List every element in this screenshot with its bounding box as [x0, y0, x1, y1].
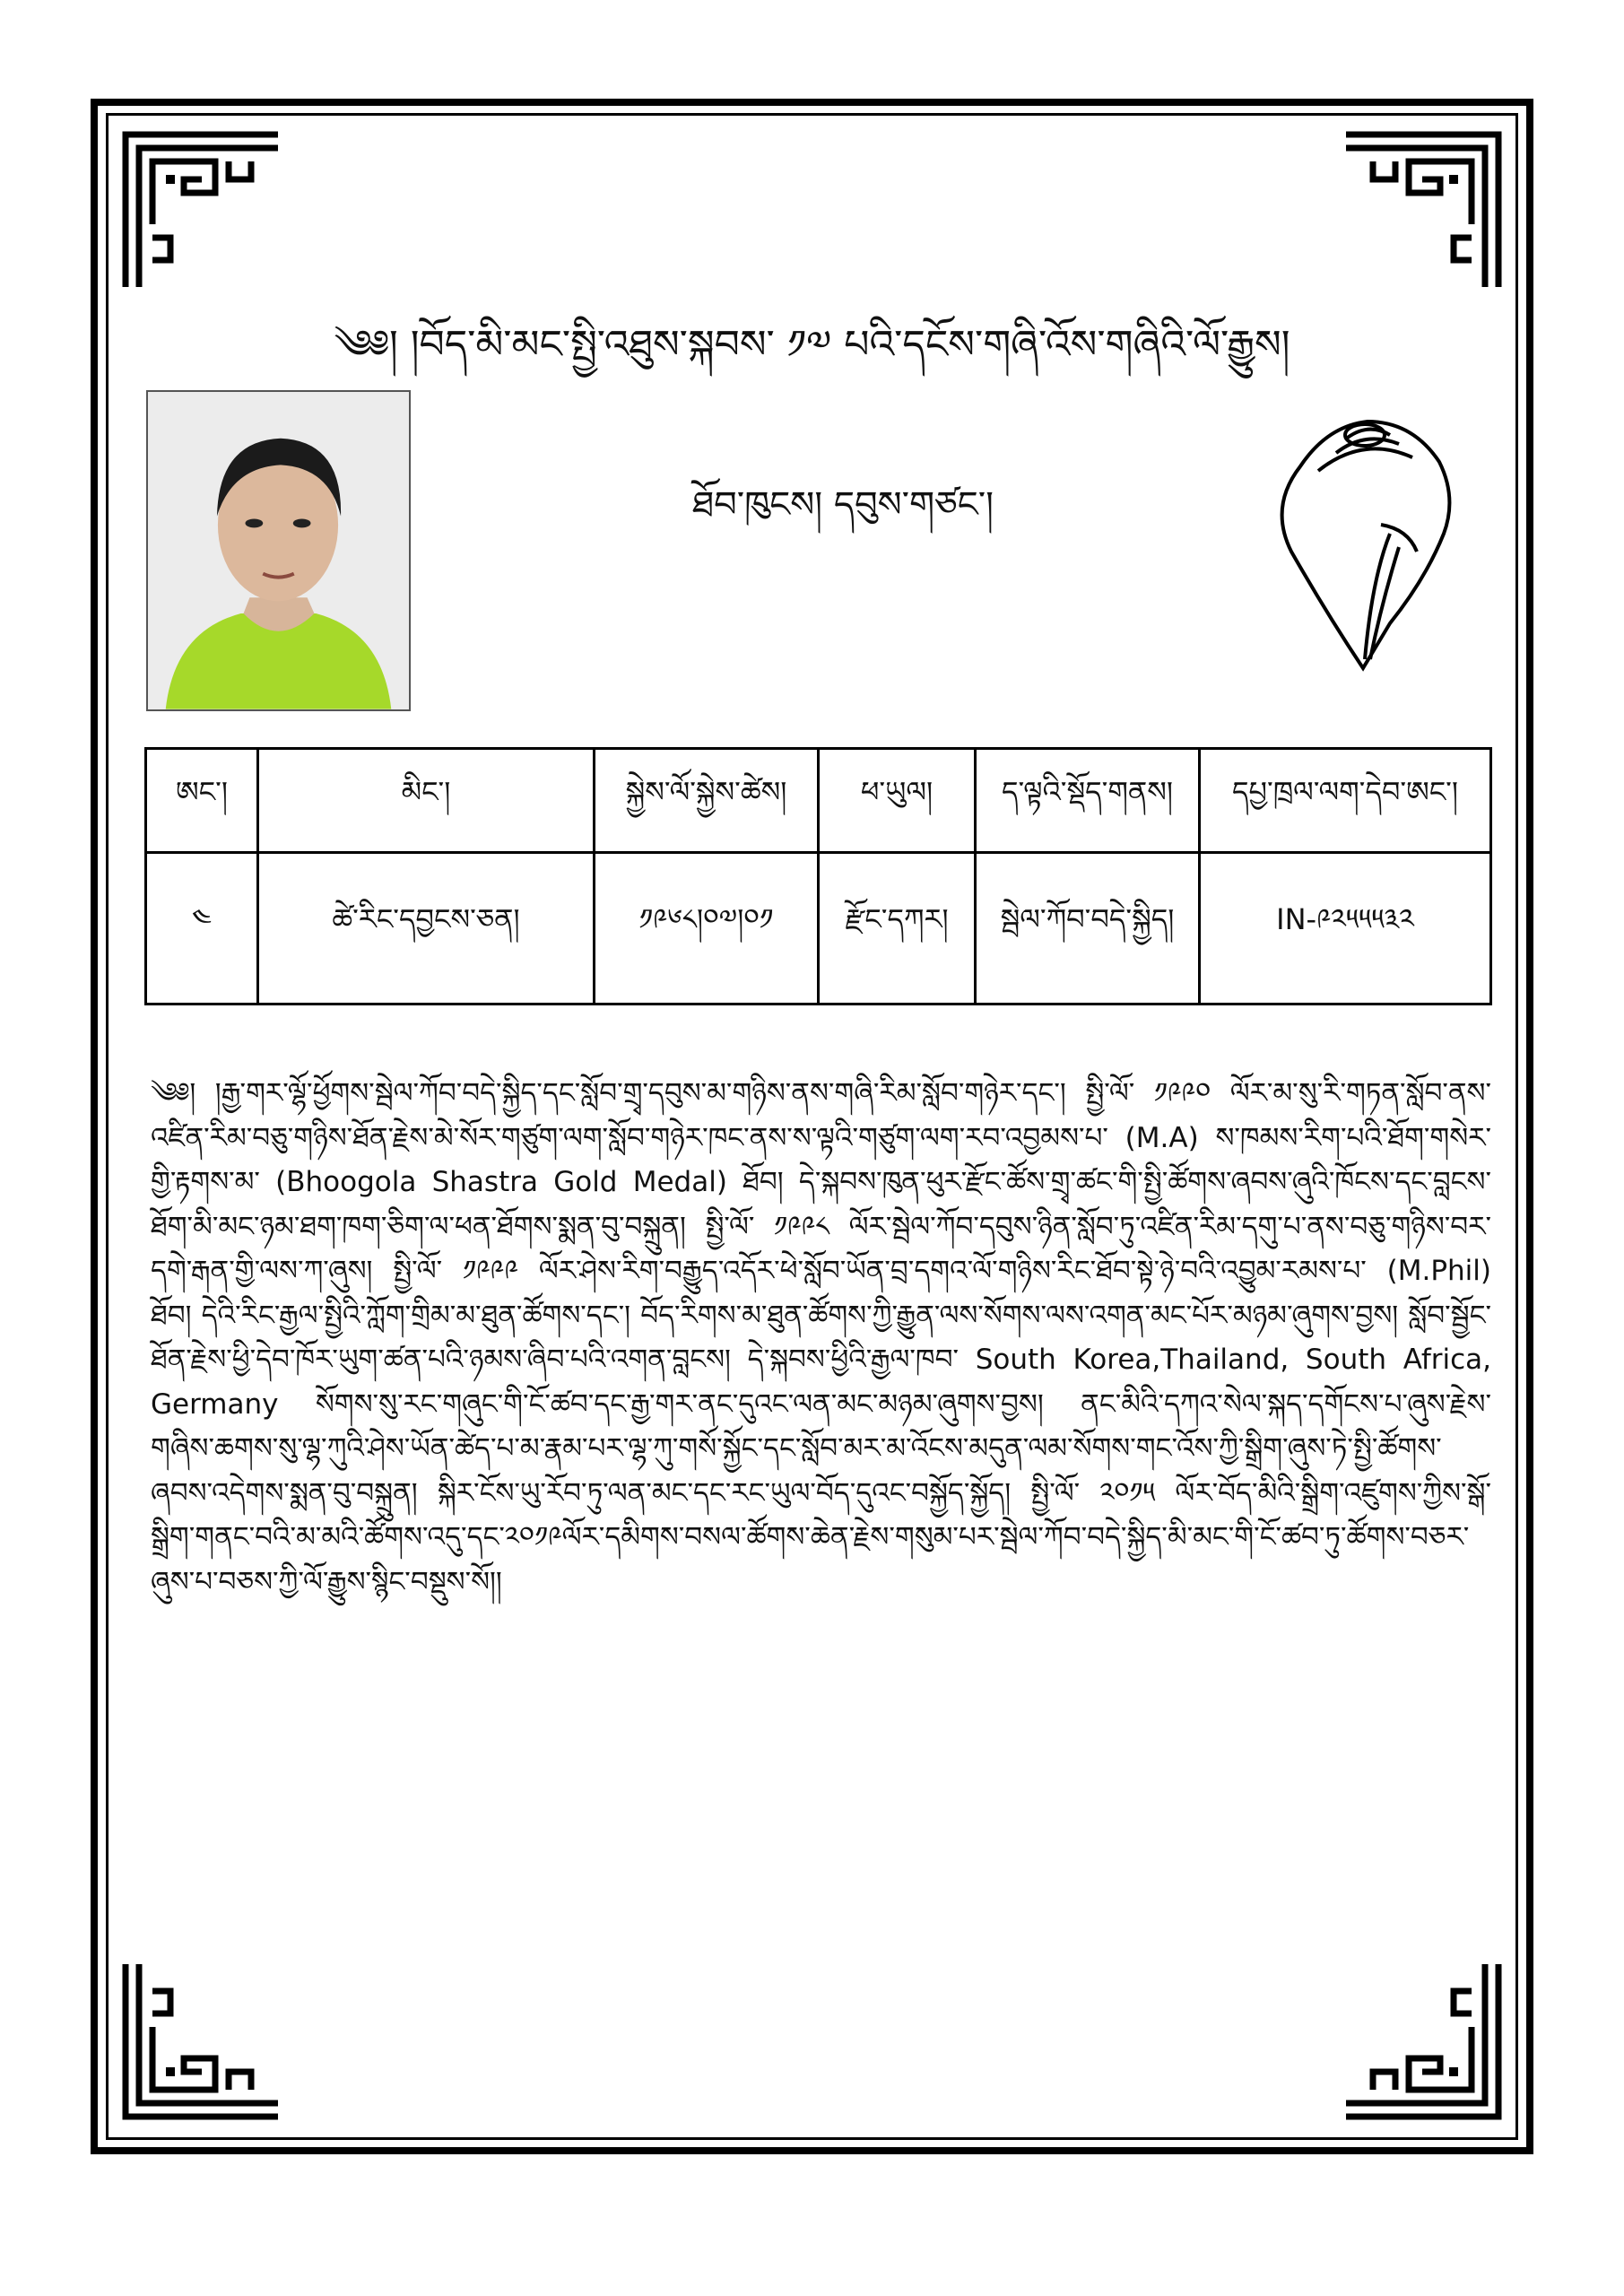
corner-ornament-bottom-right [1337, 1955, 1507, 2126]
corner-ornament-bottom-left [117, 1955, 287, 2126]
table-header-cell: ཕ་ཡུལ། [819, 749, 976, 853]
candidate-photo [146, 390, 411, 711]
table-header-cell: དཔྱ་ཁྲལ་ལག་དེབ་ཨང་། [1200, 749, 1491, 853]
table-header-cell: མིང་། [258, 749, 595, 853]
candidate-hometown: རྫོང་དཀར། [819, 853, 976, 1004]
table-row [146, 853, 1491, 1004]
candidate-info-table [144, 747, 1492, 1005]
constituency-label: ཐོབ་ཁུངས། དབུས་གཙང་། [691, 484, 994, 526]
table-header-cell: ད་ལྟའི་སྡོད་གནས། [976, 749, 1200, 853]
table-header-row [146, 749, 1491, 853]
candidate-green-book-number: IN-༩༢༥༥༥༣༢ [1200, 853, 1491, 1004]
corner-ornament-top-left [117, 126, 287, 296]
table-header-cell: ཨང་། [146, 749, 258, 853]
document-title: ༄༅། །བོད་མི་མང་སྤྱི་འཐུས་སྐབས་ ༡༧ པའི་དངོས་གཞི་འོས་གཞིའི་ལོ་རྒྱུས། [334, 322, 1290, 368]
candidate-name: ཚེ་རིང་དབྱངས་ཅན། [258, 853, 595, 1004]
table-header-cell: སྐྱེས་ལོ་སྐྱེས་ཚེས། [595, 749, 819, 853]
candidate-number: ༤ [146, 853, 258, 1004]
candidate-biography [151, 1072, 1491, 1605]
biography-text: ༄༅། །རྒྱ་གར་ལྷོ་ཕྱོགས་སྦེལ་ཀོབ་བདེ་སྐྱིད་དང་སློབ་གྲྭ་དབུས་མ་གཉིས་ནས་གཞི་རིམ་སློབ་གཉེར་དང་། སྤྱི་ལོ་ ༡༩༩༠ ལོར་མ་སུ་རི་གཏན་སློབ་ནས་འཛིན་རིམ་བཅུ་གཉིས་ཐོན་རྗེས་མེ་སོར་གཙུག་ལག་སློབ་གཉེར་ཁང་ནས་ས་ལྟའི་གཙུག་ལག་རབ་འབྱམས་པ་ (M.A) ས་ཁམས་རིག་པའི་ཐོག་གསེར་གྱི་རྟགས་མ་ (Bhoogola Shastra Gold Medal) ཐོབ། དེ་སྐབས་ཁུན་ཕུར་རྫོང་ཚོས་གྲྭ་ཚང་གི་སྤྱི་ཚོགས་ཞབས་ཞུའི་ཁོངས་དང་བླངས་ཐོག་མི་མང་ཉམ་ཐག་ཁག་ཅིག་ལ་ཕན་ཐོགས་སྨན་བུ་བསྐྲུན། སྤྱི་ལོ་ ༡༩༩༨ ལོར་སྦེལ་ཀོབ་དབུས་ཉིན་སློབ་ཏུ་འཛིན་རིམ་དགུ་པ་ནས་བཅུ་གཉིས་བར་དགེ་རྒན་གྱི་ལས་ཀ་ཞུས། སྤྱི་ལོ་ ༡༩༩༩ ལོར་ཤེས་རིག་བརྒྱུད་འདོར་ཕེ་སློབ་ཡོན་བྲ་དགའ་ལོ་གཉིས་རིང་ཐོབ་སྟེ་ཉེ་བའི་འབྱུམ་རམས་པ་ (M.Phil) ཐོབ། དེའི་རིང་རྒྱལ་སྤྱིའི་ཀློག་གྲིམ་མ་ཐུན་ཚོགས་དང་། བོད་རིགས་མ་ཐུན་ཚོགས་ཀྱི་རྒྱུན་ལས་སོགས་ལས་འགན་མང་པོར་མཉམ་ཞུགས་བྱས། སློབ་སྦྱོང་ཐོན་རྗེས་ཕྱི་དེབ་ཁོར་ཡུག་ཚན་པའི་ཉམས་ཞིབ་པའི་འགན་བླངས། དེ་སྐབས་ཕྱིའི་རྒྱལ་ཁབ་ South Korea,Thailand, South Africa, Germany སོགས་སུ་རང་གཞུང་གི་ངོ་ཚབ་དང་རྒྱ་གར་ནང་དུའང་ལན་མང་མཉམ་ཞུགས་བྱས། ནང་མིའི་དཀའ་སེལ་སྐད་དགོངས་པ་ཞུས་རྗེས་གཞིས་ཆགས་སུ་ལྷ་ཀུའི་ཤེས་ཡོན་ཚེད་པ་མ་རྣམ་པར་ལྷ་ཀུ་གསོ་སྐྱོང་དང་སློབ་མར་མ་འོངས་མདུན་ལམ་སོགས་གང་འོས་ཀྱི་སྒྲིག་ཞུས་ཏེ་སྤྱི་ཚོགས་ཞབས་འདེགས་སྨན་བུ་བསྐྲུན། སྐིར་ངོས་ཡུ་རོབ་ཏུ་ལན་མང་དང་རང་ཡུལ་བོད་དུའང་བསྐྱོད་སྐྱོད། སྤྱི་ལོ་ ༢༠༡༥ ལོར་བོད་མིའི་སྒྲིག་འཛུགས་ཀྱིས་སྒོ་སྒྲིག་གནང་བའི་མ་མའི་ཚོགས་འདུ་དང་༢༠༡༩ལོར་དམིགས་བསལ་ཚོགས་ཆེན་རྗེས་གསུམ་པར་སྦེལ་ཀོབ་བདེ་སྐྱིད་མི་མང་གི་ངོ་ཚབ་ཏུ་ཚོགས་བཅར་ཞུས་པ་བཅས་ཀྱི་ལོ་རྒྱུས་སྙིང་བསྡུས་སོ།། [151, 1077, 1491, 1598]
candidate-residence: སྦེལ་ཀོབ་བདེ་སྐྱིད། [976, 853, 1200, 1004]
corner-ornament-top-right [1337, 126, 1507, 296]
candidate-birth-date: ༡༩༦༨།༠༧།༠༡ [595, 853, 819, 1004]
conch-shell-icon [1264, 399, 1462, 677]
